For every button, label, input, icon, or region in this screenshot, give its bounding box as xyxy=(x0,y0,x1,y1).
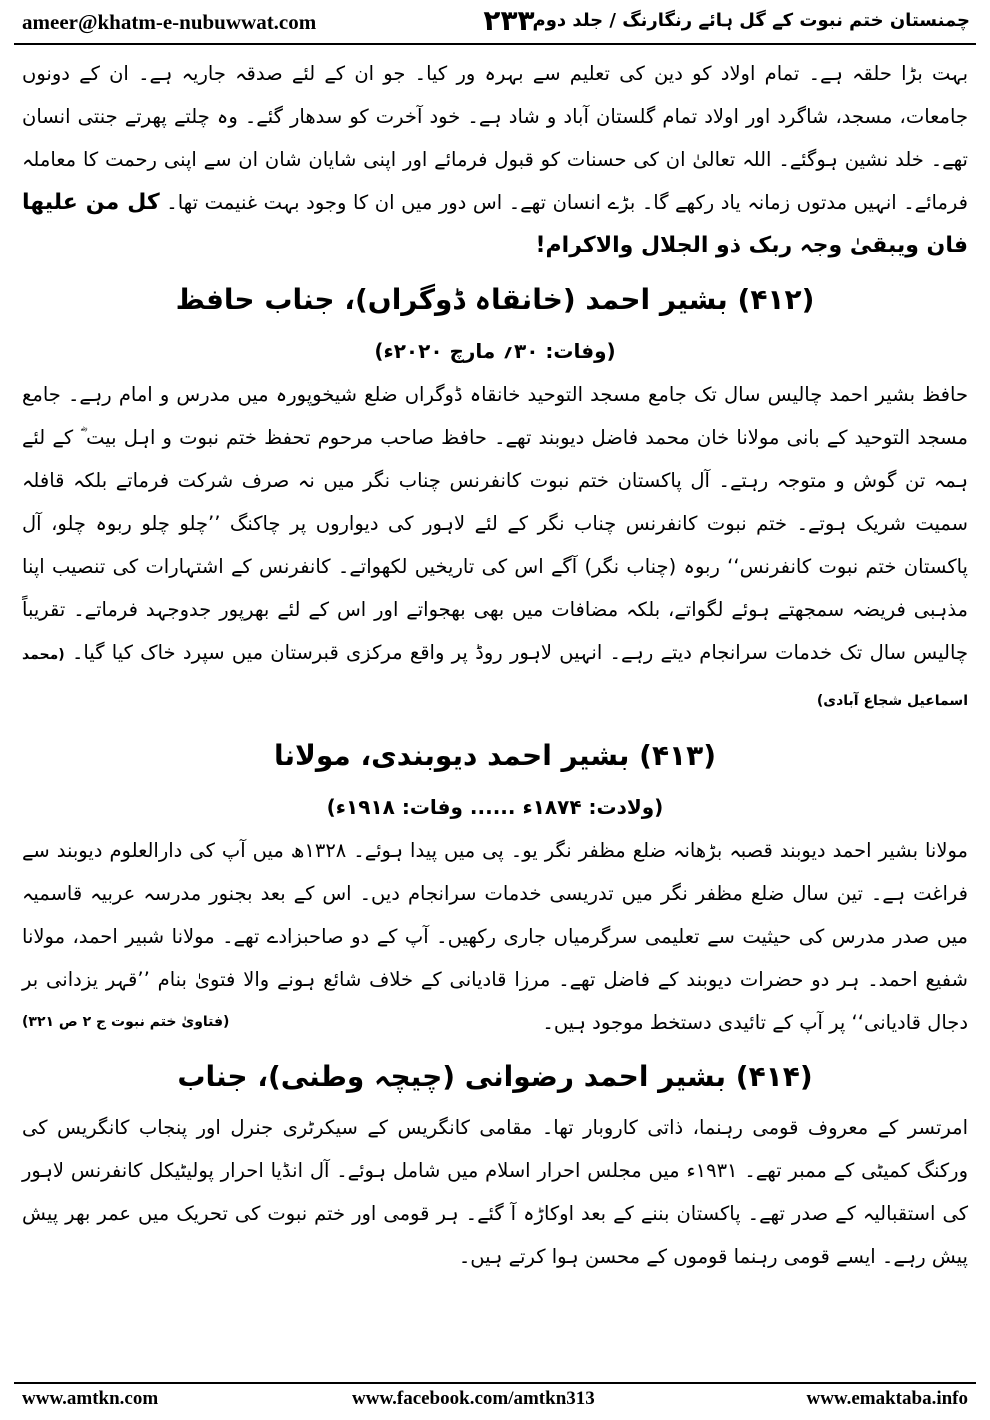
page-number: ۲۳۳ xyxy=(483,4,535,37)
page-header xyxy=(14,4,976,44)
footer-link-facebook[interactable]: www.facebook.com/amtkn313 xyxy=(352,1388,595,1409)
header-email[interactable]: ameer@khatm-e-nubuwwat.com xyxy=(22,10,317,34)
entry-412-text xyxy=(22,373,968,723)
book-title: چمنستان ختم نبوت کے گل ہائے رنگارنگ / جلد دوم xyxy=(532,10,970,31)
entry-412-dates: (وفات: ۳۰؍ مارچ ۲۰۲۰ء) xyxy=(374,339,616,363)
entry-413-body: مولانا بشیر احمد دیوبند قصبہ بڑھانہ ضلع مظفر نگر یو۔ پی میں پیدا ہوئے۔ ۱۳۲۸ھ میں آپ کی دارالعلوم دیوبند سے فراغت ہے۔ تین سال ضلع مظفر نگر میں تدریسی خدمات سرانجام دیں۔ اس کے بعد بجنور مدرسہ عربیہ قاسمیہ میں صدر مدرس کی حیثیت سے تعلیمی سرگرمیاں جاری رکھیں۔ آپ کے دو صاحبزادے تھے۔ مولانا شبیر احمد، مولانا شفیع احمد۔ ہر دو حضرات دیوبند کے فاضل تھے۔ مرزا قادیانی کے خلاف شائع ہونے والا فتویٰ بنام ’’قہر یزدانی بر دجال قادیانی‘‘ پر آپ کے تائیدی دستخط موجود ہیں۔ xyxy=(22,839,968,1034)
footer-link-amtkn[interactable]: www.amtkn.com xyxy=(22,1388,159,1409)
entry-413-heading: (۴۱۳) بشیر احمد دیوبندی، مولانا xyxy=(273,739,717,772)
footer-link-emaktaba[interactable]: www.emaktaba.info xyxy=(806,1388,968,1409)
header-divider xyxy=(14,43,976,45)
footer-divider xyxy=(14,1382,976,1384)
entry-414-text xyxy=(22,1106,968,1278)
quran-verse: کل من علیھا فان ویبقیٰ وجہ ربک ذو الجلال والاکرام! xyxy=(22,190,968,258)
entry-413-dates: (ولادت: ۱۸۷۴ء ...... وفات: ۱۹۱۸ء) xyxy=(326,795,664,819)
entry-413-credit: (فتاویٰ ختم نبوت ج ۲ ص ۳۲۱) xyxy=(22,1014,230,1030)
entry-414-body: امرتسر کے معروف قومی رہنما، ذاتی کاروبار تھا۔ مقامی کانگریس کے سیکرٹری جنرل اور پنجاب کانگریس کی ورکنگ کمیٹی کے ممبر تھے۔ ۱۹۳۱ء میں مجلس احرار اسلام میں شامل ہوئے۔ آل انڈیا احرار پولیٹیکل کانفرنس لاہور کی استقبالیہ کے صدر تھے۔ پاکستان بننے کے بعد اوکاڑہ آ گئے۔ ہر قومی اور ختم نبوت کی تحریک میں عمر بھر پیش پیش رہے۔ ایسے قومی رہنما قوموں کے محسن ہوا کرتے ہیں۔ xyxy=(22,1116,968,1268)
entry-412-heading: (۴۱۲) بشیر احمد (خانقاہ ڈوگراں)، جناب حافظ xyxy=(175,283,815,316)
intro-paragraph xyxy=(22,52,968,267)
page-body xyxy=(22,52,968,1278)
entry-414-heading: (۴۱۴) بشیر احمد رضوانی (چیچہ وطنی)، جناب xyxy=(177,1060,813,1093)
intro-text: بہت بڑا حلقہ ہے۔ تمام اولاد کو دین کی تعلیم سے بہرہ ور کیا۔ جو ان کے لئے صدقہ جاریہ ہے۔ ان کے دونوں جامعات، مسجد، شاگرد اور اولاد تمام گلستان آباد و شاد ہے۔ خود آخرت کو سدھار گئے۔ وہ چلتے پھرتے جنتی انسان تھے۔ خلد نشین ہوگئے۔ اللہ تعالیٰ ان کی حسنات کو قبول فرمائے اور اپنی شایان شان ان سے اپنی رحمت کا معاملہ فرمائے۔ انہیں مدتوں زمانہ یاد رکھے گا۔ بڑے انسان تھے۔ اس دور میں ان کا وجود بہت غنیمت تھا۔ xyxy=(22,62,968,214)
entry-413-text xyxy=(22,829,968,1044)
entry-412-credit: (محمد اسماعیل شجاع آبادی) xyxy=(22,647,968,709)
entry-412-body: حافظ بشیر احمد چالیس سال تک جامع مسجد التوحید خانقاہ ڈوگراں ضلع شیخوپورہ میں مدرس و امام رہے۔ جامع مسجد التوحید کے بانی مولانا خان محمد فاضل دیوبند تھے۔ حافظ صاحب مرحوم تحفظ ختم نبوت و اہل بیت ؓ کے لئے ہمہ تن گوش و متوجہ رہتے۔ آل پاکستان ختم نبوت کانفرنس چناب نگر میں نہ صرف شرکت فرماتے بلکہ قافلہ سمیت شریک ہوتے۔ ختم نبوت کانفرنس چناب نگر کے لئے لاہور کی دیواروں پر چاکنگ ’’چلو چلو ربوہ چلو، آل پاکستان ختم نبوت کانفرنس‘‘ ربوہ (چناب نگر) آگے اس کی تاریخیں لکھواتے۔ کانفرنس کے اشتہارات کی تنصیب اپنا مذہبی فریضہ سمجھتے ہوئے لگواتے، بلکہ مضافات میں بھی بھجواتے اور اس کے لئے بھرپور جدوجہد فرماتے۔ تقریباً چالیس سال تک خدمات سرانجام دیتے رہے۔ انہیں لاہور روڈ پر واقع مرکزی قبرستان میں سپرد خاک کیا گیا۔ xyxy=(22,383,968,664)
page-footer xyxy=(14,1386,976,1416)
